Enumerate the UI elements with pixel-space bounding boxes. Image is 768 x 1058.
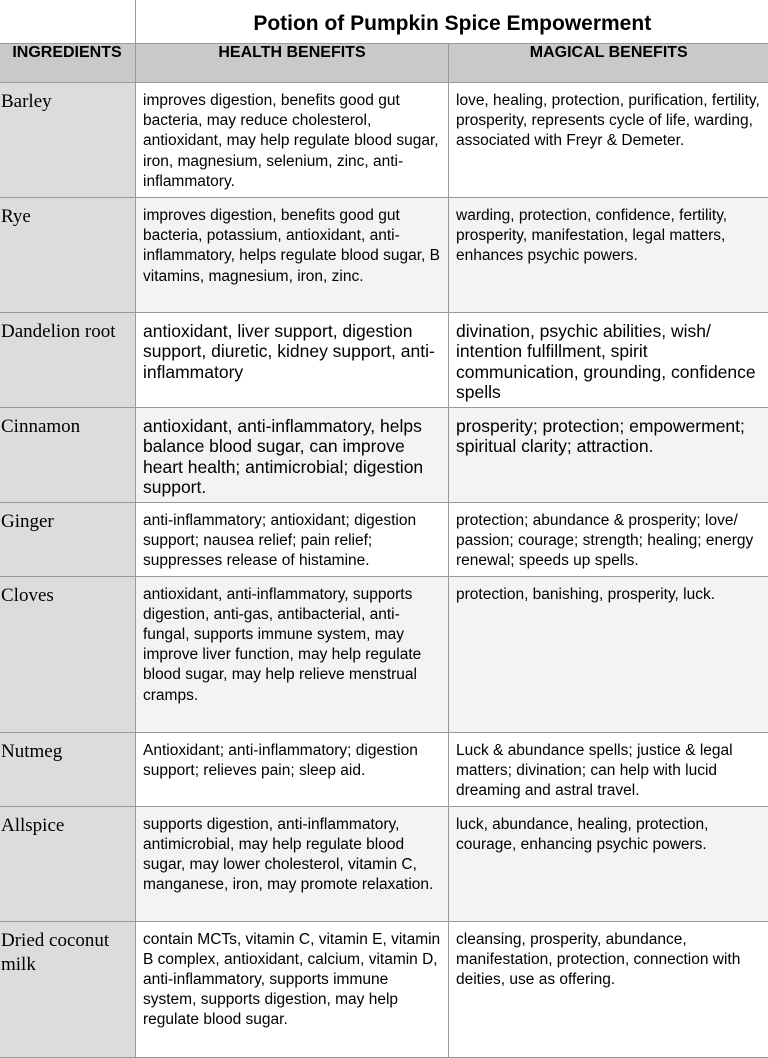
health-benefits-cell: antioxidant, anti-inflammatory, supports digestion, anti-gas, antibacterial, anti-fungal, supports immune system, may improve liver function, may help regulate blood sugar, may help relieve menstrual cramps. [136,576,449,732]
magical-benefits-cell: Luck & abundance spells; justice & legal matters; divination; can help with lucid dreaming and astral travel. [449,732,768,806]
magical-benefits-cell: divination, psychic abilities, wish/ intention fulfillment, spirit communication, grounding, confidence spells [449,313,768,408]
health-benefits-cell: Antioxidant; anti-inflammatory; digestion support; relieves pain; sleep aid. [136,732,449,806]
ingredient-cell: Dandelion root [0,313,136,408]
ingredient-cell: Nutmeg [0,732,136,806]
ingredient-cell: Dried coconut milk [0,921,136,1057]
header-row [0,44,768,83]
table-row [0,576,768,732]
health-benefits-cell: improves digestion, benefits good gut bacteria, potassium, antioxidant, anti-inflammatory, helps regulate blood sugar, B vitamins, magnesium, iron, zinc. [136,198,449,313]
ingredient-cell: Allspice [0,806,136,921]
magical-benefits-cell: luck, abundance, healing, protection, courage, enhancing psychic powers. [449,806,768,921]
table-row [0,921,768,1057]
health-benefits-cell: contain MCTs, vitamin C, vitamin E, vitamin B complex, antioxidant, calcium, vitamin D, anti-inflammatory, supports immune system, supports digestion, may help regulate blood sugar. [136,921,449,1057]
magical-benefits-cell: love, healing, protection, purification, fertility, prosperity, represents cycle of life, warding, associated with Freyr & Demeter. [449,83,768,198]
table-title: Potion of Pumpkin Spice Empowerment [136,0,768,44]
ingredient-cell: Cinnamon [0,408,136,503]
header-health-benefits: HEALTH BENEFITS [136,44,449,83]
header-ingredients: INGREDIENTS [0,44,136,83]
ingredient-cell: Ginger [0,502,136,576]
health-benefits-cell: supports digestion, anti-inflammatory, antimicrobial, may help regulate blood sugar, may lower cholesterol, vitamin C, manganese, iron, may promote relaxation. [136,806,449,921]
title-blank-cell [0,0,136,44]
ingredient-cell: Barley [0,83,136,198]
title-row [0,0,768,44]
health-benefits-cell: antioxidant, liver support, digestion support, diuretic, kidney support, anti-inflammatory [136,313,449,408]
magical-benefits-cell: warding, protection, confidence, fertility, prosperity, manifestation, legal matters, enhances psychic powers. [449,198,768,313]
table-row [0,806,768,921]
magical-benefits-cell: protection; abundance & prosperity; love/ passion; courage; strength; healing; energy renewal; speeds up spells. [449,502,768,576]
ingredient-cell: Rye [0,198,136,313]
table-row [0,198,768,313]
health-benefits-cell: anti-inflammatory; antioxidant; digestion support; nausea relief; pain relief; suppresses release of histamine. [136,502,449,576]
table-row [0,408,768,503]
health-benefits-cell: improves digestion, benefits good gut bacteria, may reduce cholesterol, antioxidant, may help regulate blood sugar, iron, magnesium, selenium, zinc, anti-inflammatory. [136,83,449,198]
ingredient-cell: Cloves [0,576,136,732]
table-row [0,732,768,806]
header-magical-benefits: MAGICAL BENEFITS [449,44,768,83]
table-row [0,313,768,408]
table-row [0,502,768,576]
health-benefits-cell: antioxidant, anti-inflammatory, helps balance blood sugar, can improve heart health; antimicrobial; digestion support. [136,408,449,503]
magical-benefits-cell: protection, banishing, prosperity, luck. [449,576,768,732]
magical-benefits-cell: cleansing, prosperity, abundance, manifestation, protection, connection with deities, use as offering. [449,921,768,1057]
magical-benefits-cell: prosperity; protection; empowerment; spiritual clarity; attraction. [449,408,768,503]
table-row [0,83,768,198]
